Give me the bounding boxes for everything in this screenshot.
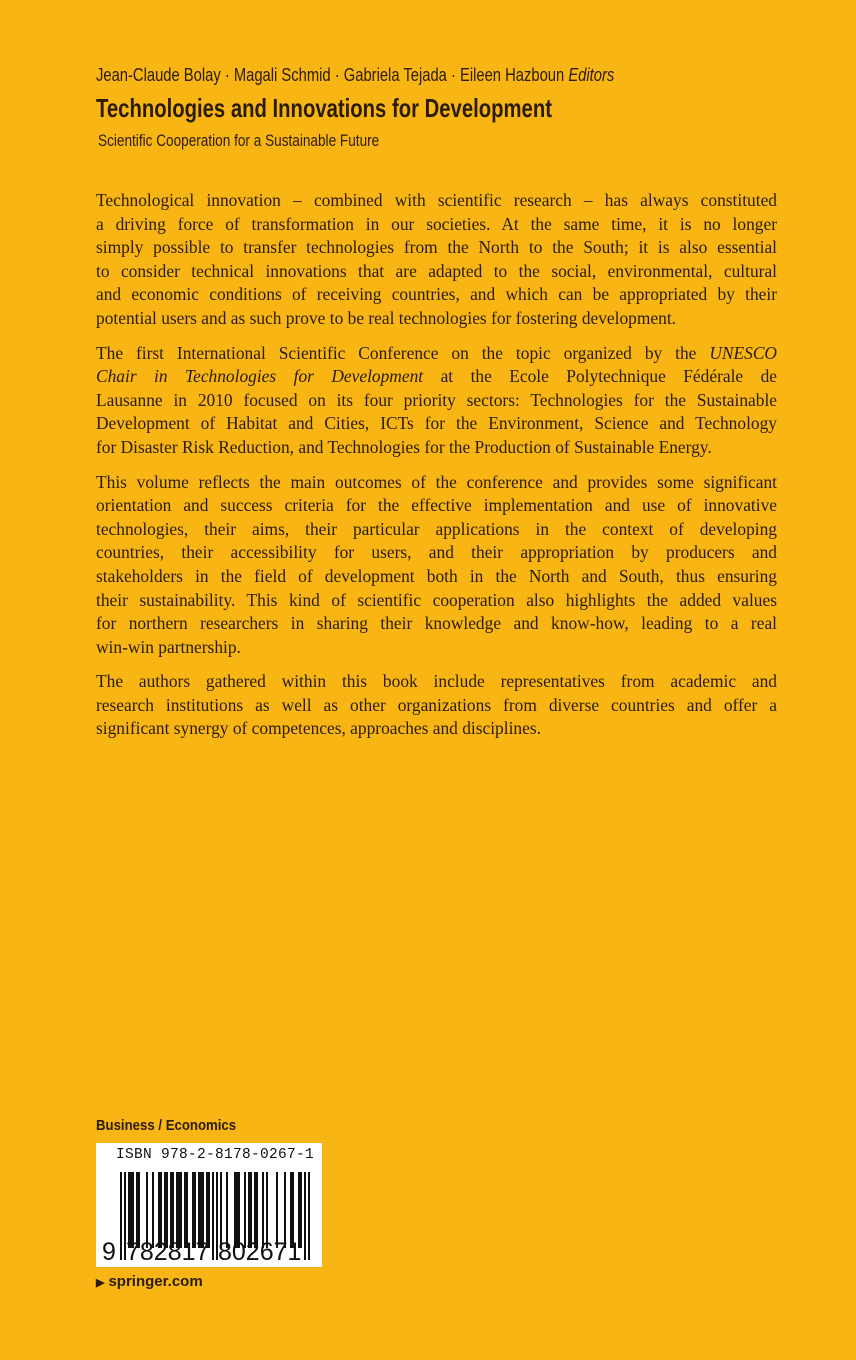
barcode-bar (178, 1172, 180, 1248)
barcode-bar (128, 1172, 130, 1248)
blurb-line (96, 365, 777, 389)
blurb-line (96, 307, 777, 331)
blurb-line (96, 471, 777, 495)
barcode-bar (308, 1172, 310, 1260)
italic-text: Chair in Technologies for Development (96, 366, 424, 387)
text-segment: countries, their accessibility for users, and their appropriation by producers and (96, 542, 777, 563)
blurb-line (96, 541, 777, 565)
text-segment: and economic conditions of receiving countries, and which can be appropriated by their (96, 284, 777, 305)
barcode-bar (304, 1172, 306, 1260)
barcode-bar (212, 1172, 214, 1260)
barcode-bar (160, 1172, 162, 1248)
blurb-line (96, 342, 777, 366)
barcode-bar (238, 1172, 240, 1248)
barcode-bar (172, 1172, 174, 1248)
blurb-line (96, 565, 777, 589)
text-segment: significant synergy of competences, approaches and disciplines. (96, 718, 541, 739)
isbn-text: ISBN 978-2-8178-0267-1 (116, 1147, 315, 1163)
book-subtitle (98, 131, 450, 151)
barcode-bar (300, 1172, 302, 1248)
blurb-line (96, 389, 777, 413)
blurb-line (96, 518, 777, 542)
blurb-line (96, 612, 777, 636)
blurb-line (96, 636, 777, 660)
text-segment: The authors gathered within this book include representatives from academic and (96, 671, 777, 692)
publisher-link[interactable] (96, 1273, 203, 1290)
barcode-bar (180, 1172, 182, 1248)
barcode-bar (158, 1172, 160, 1248)
blurb-paragraph (96, 471, 777, 660)
barcode-bar (176, 1172, 178, 1248)
editors-role: Editors (568, 65, 615, 85)
text-segment: stakeholders in the field of development both in the North and South, thus ensuring (96, 565, 777, 586)
book-title-text: Technologies and Innovations for Development (96, 93, 552, 123)
barcode-bar (254, 1172, 256, 1248)
text-segment: win-win partnership. (96, 636, 241, 657)
category-text: Business / Economics (96, 1117, 237, 1134)
text-segment: their sustainability. This kind of scientific cooperation also highlights the added values (96, 589, 777, 610)
italic-text: UNESCO (709, 342, 777, 363)
book-subtitle-text: Scientific Cooperation for a Sustainable Future (98, 131, 380, 150)
text-segment: to consider technical innovations that are adapted to the social, environmental, cultural (96, 260, 777, 281)
blurb-paragraph (96, 670, 777, 741)
barcode-bar (136, 1172, 138, 1248)
blurb-line (96, 260, 777, 284)
barcode-bar (120, 1172, 122, 1260)
barcode-bar (198, 1172, 200, 1248)
editors-line (96, 64, 728, 86)
barcode-bar (194, 1172, 196, 1248)
blurb-paragraph (96, 189, 777, 331)
barcode-bar (170, 1172, 172, 1248)
barcode-bar (164, 1172, 166, 1248)
triangle-arrow-icon: ▶ (96, 1277, 105, 1289)
blurb-line (96, 494, 777, 518)
barcode-bar (208, 1172, 210, 1248)
text-segment: research institutions as well as other organizations from diverse countries and offer a (96, 694, 777, 715)
barcode-bar (298, 1172, 300, 1248)
barcode-bar (284, 1172, 286, 1248)
text-segment: This volume reflects the main outcomes of the conference and provides some significant (96, 471, 777, 492)
barcode-bar (146, 1172, 148, 1248)
blurb-line (96, 717, 777, 741)
category-label (96, 1117, 255, 1134)
text-segment: technologies, their aims, their particular applications in the context of developing (96, 518, 777, 539)
blurb-line (96, 236, 777, 260)
blurb-line (96, 694, 777, 718)
blurb-line (96, 213, 777, 237)
barcode-bar (132, 1172, 134, 1248)
book-title (96, 93, 681, 123)
text-segment: orientation and success criteria for the effective implementation and use of innovative (96, 495, 777, 516)
ean-digits: 802671 (218, 1238, 302, 1266)
ean-digits: 782817 (126, 1238, 210, 1266)
text-segment: Development of Habitat and Cities, ICTs for the Environment, Science and Technology (96, 413, 777, 434)
barcode-bar (130, 1172, 132, 1248)
text-segment: The first International Scientific Conference on the topic organized by the (96, 342, 710, 363)
blurb-line (96, 189, 777, 213)
barcode-bar (236, 1172, 238, 1248)
barcode-bar (292, 1172, 294, 1248)
barcode-bar (186, 1172, 188, 1248)
barcode-bar (220, 1172, 222, 1248)
text-segment: a driving force of transformation in our societies. At the same time, it is no longer (96, 213, 777, 234)
barcode-bar (276, 1172, 278, 1248)
blurb-line (96, 412, 777, 436)
barcode-bar (138, 1172, 140, 1248)
barcode-bar (290, 1172, 292, 1248)
barcode-bar (266, 1172, 268, 1248)
text-segment: simply possible to transfer technologies from the North to the South; it is also essential (96, 237, 777, 258)
text-segment: Lausanne in 2010 focused on its four priority sectors: Technologies for the Sustainable (96, 389, 777, 410)
barcode-bar (248, 1172, 250, 1248)
text-segment: for Disaster Risk Reduction, and Technologies for the Production of Sustainable Energy. (96, 436, 712, 457)
barcode-bar (256, 1172, 258, 1248)
text-segment: potential users and as such prove to be real technologies for fostering development. (96, 307, 676, 328)
author-names: Jean-Claude Bolay · Magali Schmid · Gabriela Tejada · Eileen Hazboun (96, 65, 565, 85)
barcode-bar (152, 1172, 154, 1248)
text-segment: for northern researchers in sharing their knowledge and know-how, leading to a real (96, 613, 777, 634)
isbn-barcode (96, 1143, 322, 1267)
blurb-paragraph (96, 342, 777, 460)
publisher-url: springer.com (108, 1273, 203, 1290)
barcode-bar (234, 1172, 236, 1248)
ean-digits: 9 (102, 1238, 116, 1266)
barcode-bar (206, 1172, 208, 1248)
blurb-line (96, 283, 777, 307)
barcode-bar (166, 1172, 168, 1248)
text-segment: at the Ecole Polytechnique Fédérale de (423, 366, 777, 387)
barcode-bar (202, 1172, 204, 1248)
blurb-line (96, 436, 777, 460)
blurb (96, 189, 777, 752)
barcode-bar (250, 1172, 252, 1248)
barcode-bar (200, 1172, 202, 1248)
text-segment: Technological innovation – combined with scientific research – has always constituted (96, 190, 777, 210)
barcode-bar (226, 1172, 228, 1248)
barcode-bar (192, 1172, 194, 1248)
barcode-bar (262, 1172, 264, 1248)
blurb-line (96, 670, 777, 694)
blurb-line (96, 589, 777, 613)
barcode-bar (244, 1172, 246, 1248)
barcode-bar (184, 1172, 186, 1248)
